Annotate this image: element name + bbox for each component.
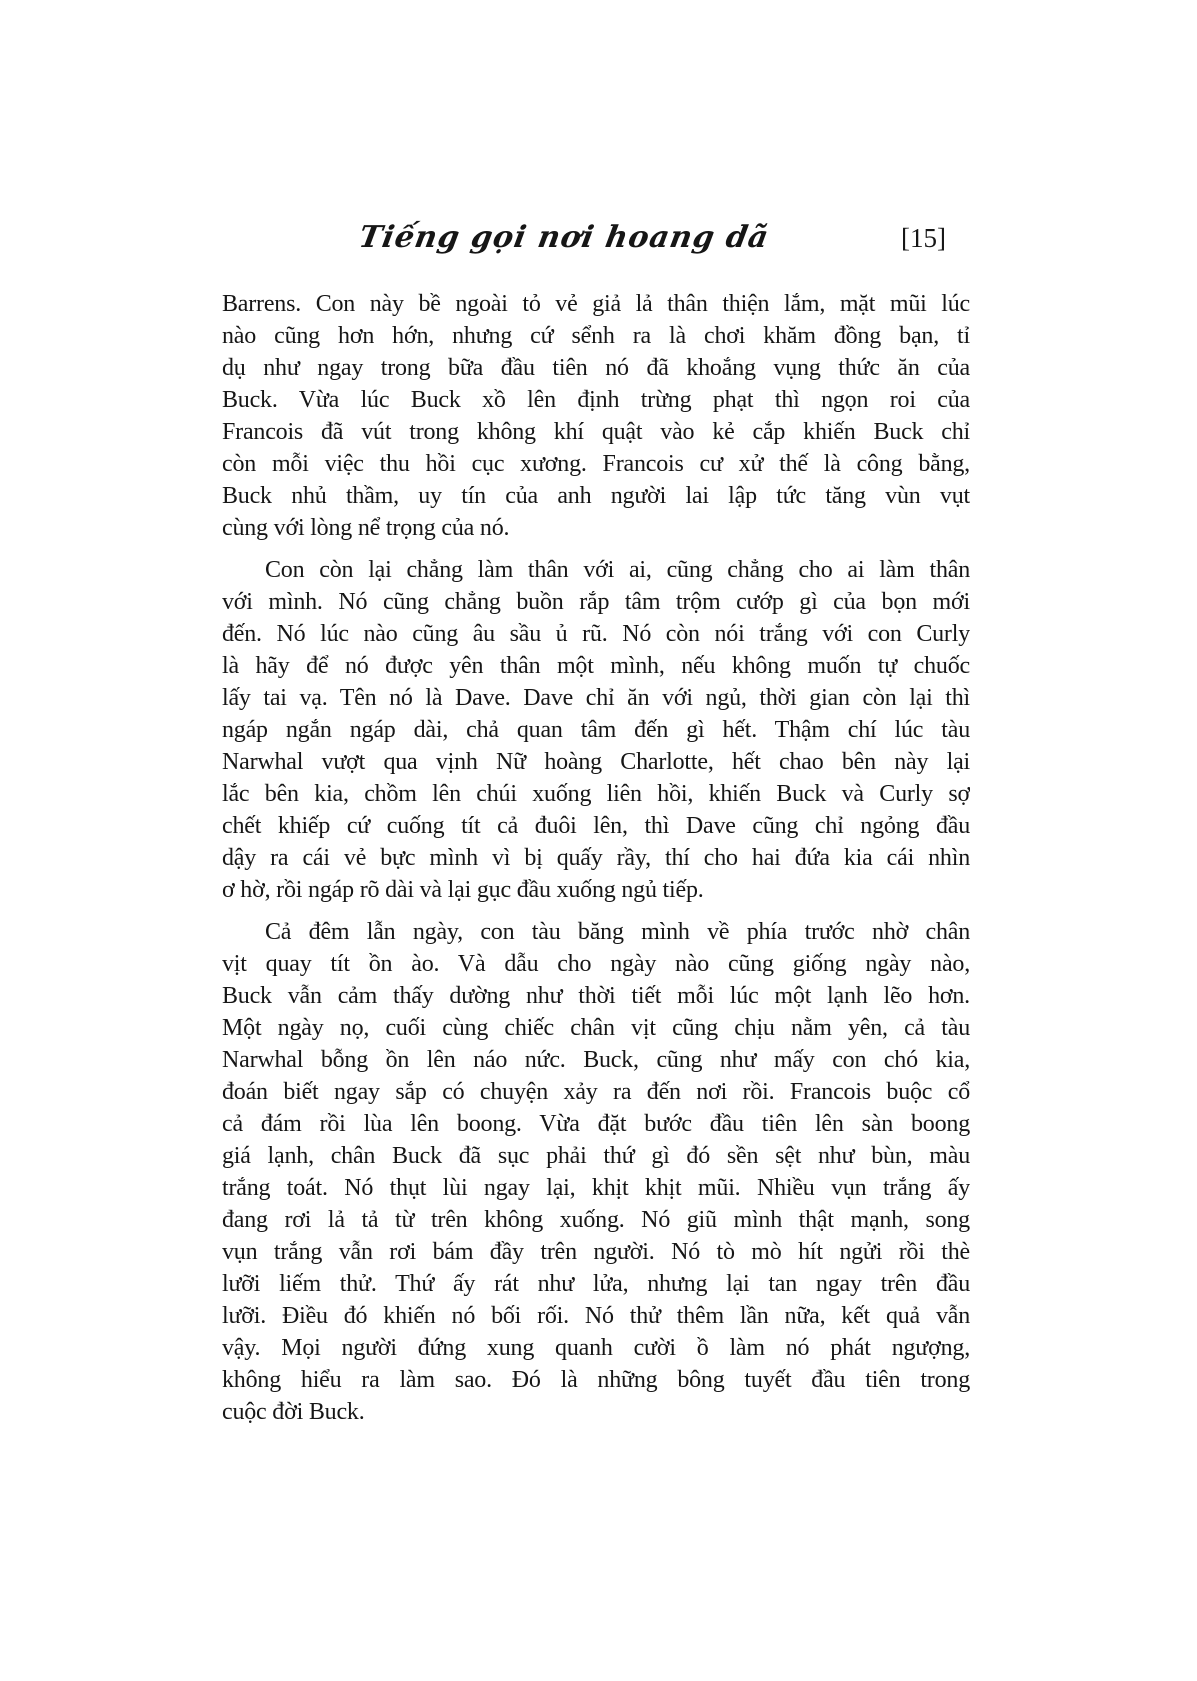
text-line: Buck. Vừa lúc Buck xồ lên định trừng phạt thì ngọn roi của	[222, 387, 970, 413]
text-line: lưỡi. Điều đó khiến nó bối rối. Nó thử thêm lần nữa, kết quả vẫn	[222, 1303, 970, 1329]
text-line: Francois đã vút trong không khí quật vào kẻ cắp khiến Buck chỉ	[222, 419, 970, 445]
text-line: nào cũng hơn hớn, nhưng cứ sểnh ra là chơi khăm đồng bạn, tỉ	[222, 323, 970, 349]
text-line: vịt quay tít ồn ào. Và dẫu cho ngày nào cũng giống ngày nào,	[222, 951, 970, 977]
text-line: cả đám rồi lùa lên boong. Vừa đặt bước đầu tiên lên sàn boong	[222, 1111, 970, 1137]
text-line: lấy tai vạ. Tên nó là Dave. Dave chỉ ăn với ngủ, thời gian còn lại thì	[222, 685, 970, 711]
text-line: Một ngày nọ, cuối cùng chiếc chân vịt cũng chịu nằm yên, cả tàu	[222, 1015, 970, 1041]
text-line: dụ như ngay trong bữa đầu tiên nó đã khoắng vụng thức ăn của	[222, 355, 970, 381]
text-line: đến. Nó lúc nào cũng âu sầu ủ rũ. Nó còn nói trắng với con Curly	[222, 621, 970, 647]
text-line: ơ hờ, rồi ngáp rõ dài và lại gục đầu xuống ngủ tiếp.	[222, 877, 704, 903]
text-line: với mình. Nó cũng chẳng buồn rắp tâm trộm cướp gì của bọn mới	[222, 589, 970, 615]
text-line: Con còn lại chẳng làm thân với ai, cũng chẳng cho ai làm thân	[265, 557, 970, 583]
text-line: vụn trắng vẫn rơi bám đầy trên người. Nó tò mò hít ngửi rồi thè	[222, 1239, 970, 1265]
text-line: lắc bên kia, chồm lên chúi xuống liên hồi, khiến Buck và Curly sợ	[222, 781, 970, 807]
text-line: vậy. Mọi người đứng xung quanh cười ồ làm nó phát ngượng,	[222, 1335, 970, 1361]
text-line: Barrens. Con này bề ngoài tỏ vẻ giả lả thân thiện lắm, mặt mũi lúc	[222, 291, 970, 317]
text-line: lưỡi liếm thử. Thứ ấy rát như lửa, nhưng lại tan ngay trên đầu	[222, 1271, 970, 1297]
text-line: còn mỗi việc thu hồi cục xương. Francois cư xử thế là công bằng,	[222, 451, 970, 477]
text-line: Buck vẫn cảm thấy dường như thời tiết mỗi lúc một lạnh lẽo hơn.	[222, 983, 970, 1009]
paragraph	[222, 916, 970, 1428]
text-line: giá lạnh, chân Buck đã sục phải thứ gì đó sền sệt như bùn, màu	[222, 1143, 970, 1169]
text-line: Narwhal vượt qua vịnh Nữ hoàng Charlotte, hết chao bên này lại	[222, 749, 970, 775]
paragraph	[222, 554, 970, 906]
text-line: trắng toát. Nó thụt lùi ngay lại, khịt khịt mũi. Nhiều vụn trắng ấy	[222, 1175, 970, 1201]
text-line: Buck nhủ thầm, uy tín của anh người lai lập tức tăng vùn vụt	[222, 483, 970, 509]
body-text	[222, 288, 970, 1428]
text-line: là hãy để nó được yên thân một mình, nếu không muốn tự chuốc	[222, 653, 970, 679]
page-number: [15]	[901, 223, 946, 253]
text-line: không hiểu ra làm sao. Đó là những bông tuyết đầu tiên trong	[222, 1367, 970, 1393]
running-title: Tiếng gọi nơi hoang dã	[356, 220, 772, 255]
text-line: đang rơi lả tả từ trên không xuống. Nó giũ mình thật mạnh, song	[222, 1207, 970, 1233]
text-line: cùng với lòng nể trọng của nó.	[222, 515, 510, 541]
text-line: Narwhal bỗng ồn lên náo nức. Buck, cũng như mấy con chó kia,	[222, 1047, 970, 1073]
text-line: cuộc đời Buck.	[222, 1399, 365, 1425]
text-line: ngáp ngắn ngáp dài, chả quan tâm đến gì hết. Thậm chí lúc tàu	[222, 717, 970, 743]
paragraph	[222, 288, 970, 544]
text-line: dậy ra cái vẻ bực mình vì bị quấy rầy, thí cho hai đứa kia cái nhìn	[222, 845, 970, 871]
page-header	[222, 220, 970, 264]
text-line: chết khiếp cứ cuống tít cả đuôi lên, thì Dave cũng chỉ ngỏng đầu	[222, 813, 970, 839]
text-line: Cả đêm lẫn ngày, con tàu băng mình về phía trước nhờ chân	[265, 919, 970, 945]
text-line: đoán biết ngay sắp có chuyện xảy ra đến nơi rồi. Francois buộc cổ	[222, 1079, 970, 1105]
